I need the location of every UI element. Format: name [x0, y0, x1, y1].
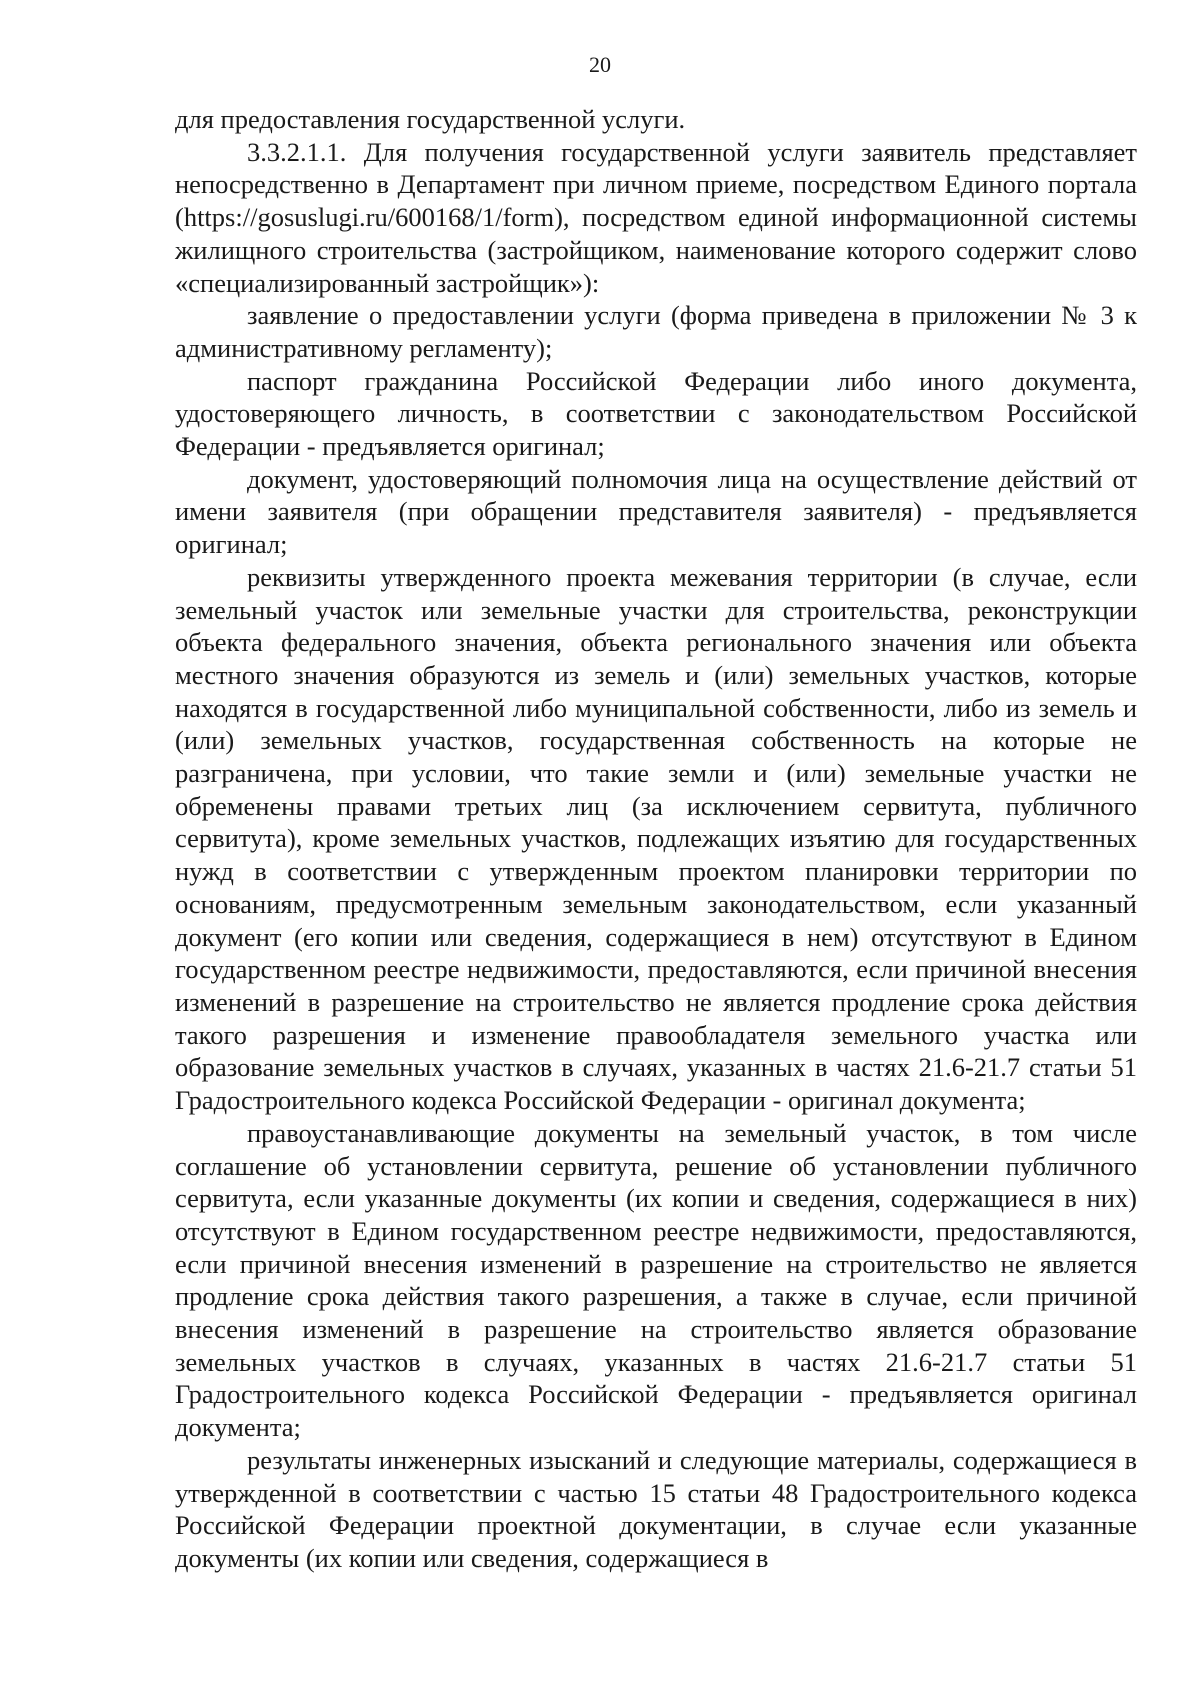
- paragraph-clause-3-3-2-1-1: 3.3.2.1.1. Для получения государственной услуги заявитель представляет непосредственно в Департамент при личном приеме, посредством Единого портала (https://gosuslugi.ru/600168/1/form), посредством единой информационной системы жилищного строительства (застройщиком, наименование которого содержит слово «специализированный застройщик»):: [175, 136, 1137, 298]
- paragraph-engineering-surveys: результаты инженерных изысканий и следующие материалы, содержащиеся в утвержденной в соответствии с частью 15 статьи 48 Градостроительного кодекса Российской Федерации проектной документации, в случае если указанные документы (их копии или сведения, содержащиеся в: [175, 1444, 1137, 1573]
- paragraph-continuation: для предоставления государственной услуги.: [175, 104, 686, 134]
- paragraph-title-documents: правоустанавливающие документы на земельный участок, в том числе соглашение об установлении сервитута, решение об установлении публичного сервитута, если указанные документы (их копии и сведения, содержащиеся в них) отсутствуют в Едином государственном реестре недвижимости, предоставляются, если причиной внесения изменений в разрешение на строительство не является продление срока действия такого разрешения, а также в случае, если причиной внесения изменений в разрешение на строительство является образование земельных участков в случаях, указанных в частях 21.6-21.7 статьи 51 Градостроительного кодекса Российской Федерации - предъявляется оригинал документа;: [175, 1117, 1137, 1443]
- page-number: 20: [589, 52, 611, 77]
- paragraph-passport: паспорт гражданина Российской Федерации либо иного документа, удостоверяющего личность, в соответствии с законодательством Российской Федерации - предъявляется оригинал;: [175, 365, 1137, 462]
- document-body: [175, 103, 1137, 1575]
- paragraph-application: заявление о предоставлении услуги (форма приведена в приложении № 3 к административному регламенту);: [175, 300, 1137, 363]
- paragraph-authority-document: документ, удостоверяющий полномочия лица на осуществление действий от имени заявителя (при обращении представителя заявителя) - предъявляется оригинал;: [175, 463, 1137, 560]
- paragraph-land-survey-project: реквизиты утвержденного проекта межевания территории (в случае, если земельный участок или земельные участки для строительства, реконструкции объекта федерального значения, объекта регионального значения или объекта местного значения образуются из земель и (или) земельных участков, которые находятся в государственной либо муниципальной собственности, либо из земель и (или) земельных участков, государственная собственность на которые не разграничена, при условии, что такие земли и (или) земельные участки не обременены правами третьих лиц (за исключением сервитута, публичного сервитута), кроме земельных участков, подлежащих изъятию для государственных нужд в соответствии с утвержденным проектом планировки территории по основаниям, предусмотренным земельным законодательством, если указанный документ (его копии или сведения, содержащиеся в нем) отсутствуют в Едином государственном реестре недвижимости, предоставляются, если причиной внесения изменений в разрешение на строительство не является продление срока действия такого разрешения и изменение правообладателя земельного участка или образование земельных участков в случаях, указанных в частях 21.6-21.7 статьи 51 Градостроительного кодекса Российской Федерации - оригинал документа;: [175, 561, 1137, 1116]
